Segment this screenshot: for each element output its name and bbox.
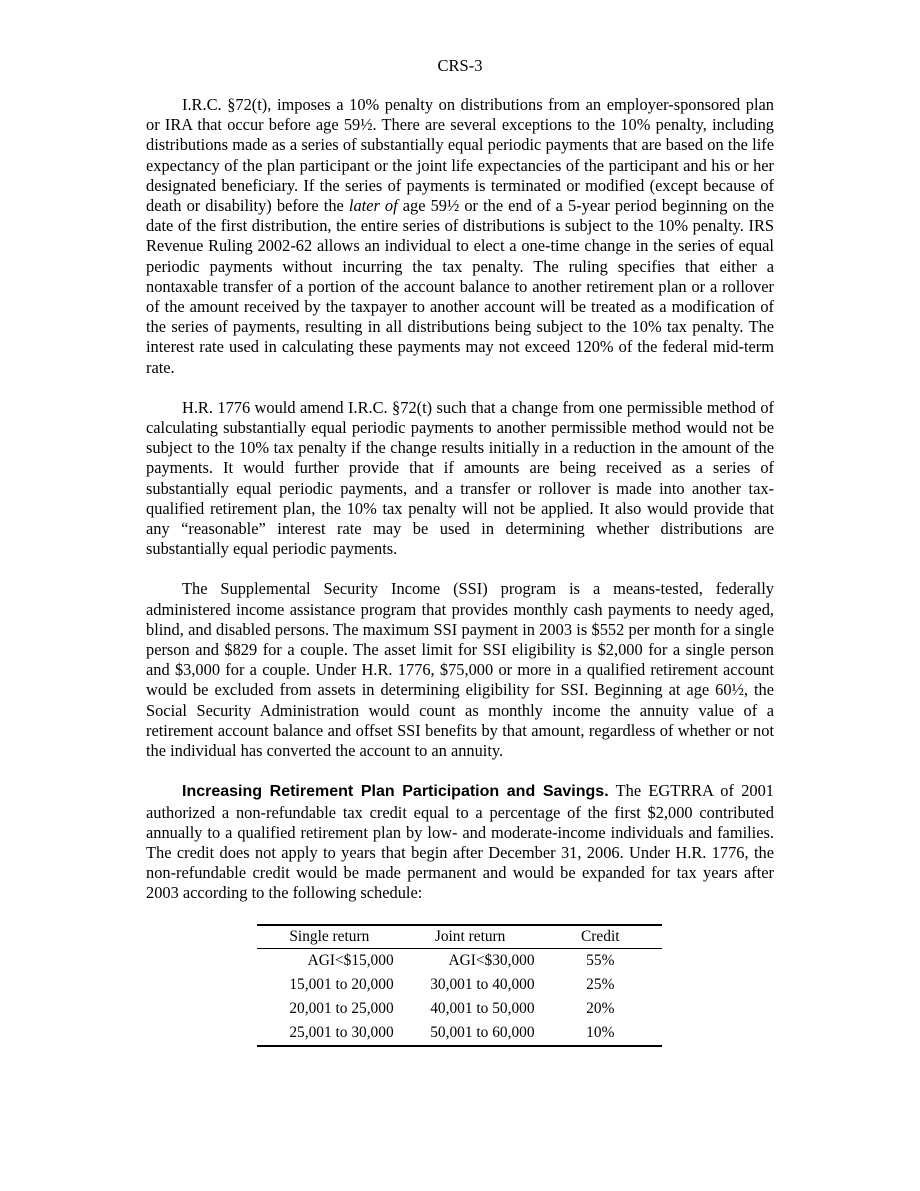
paragraph-retirement-participation [146, 781, 774, 903]
paragraph-72t-text-start: I.R.C. §72(t), imposes a 10% penalty on distributions from an employer-sponsored plan or IRA that occur before age 59½. There are several exceptions to the 10% penalty, including distributions made as a series of substantially equal periodic payments that are based on the life expectancy of the plan participant or the joint life expectancies of the participant and his or her designated beneficiary. If the series of payments is terminated or modified (except because of death or disability) before the [146, 95, 774, 216]
cell-credit: 55% [586, 951, 615, 969]
paragraph-retirement-participation-text: The EGTRRA of 2001 authorized a non-refundable tax credit equal to a percentage of the first $2,000 contributed annually to a qualified retirement plan by low- and moderate-income individuals and families. The credit does not apply to years that begin after December 31, 2006. Under H.R. 1776, the non-refundable credit would be made permanent and would be expanded for tax years after 2003 according to the following schedule: [146, 781, 774, 903]
page-number-header: CRS-3 [437, 56, 483, 75]
cell-joint-return: AGI<$30,000 [448, 951, 535, 969]
table-row [257, 997, 662, 1021]
paragraph-72t-penalty [146, 95, 774, 378]
credit-schedule-table [257, 924, 662, 1047]
paragraph-72t-italic-phrase: later of [348, 196, 398, 216]
paragraph-72t-text-end: age 59½ or the end of a 5-year period beginning on the date of the first distribution, the entire series of distributions is subject to the 10% penalty. IRS Revenue Ruling 2002-62 allows an individual to elect a one-time change in the series of equal periodic payments without incurring the tax penalty. The ruling specifies that either a nontaxable transfer of a portion of the account balance to another retirement plan or a rollover of the amount received by the taxpayer to another account will be treated as a modification of the series of payments, resulting in all distributions being subject to the 10% tax penalty. The interest rate used in calculating these payments may not exceed 120% of the federal mid-term rate. [146, 196, 775, 377]
table-row [257, 1021, 662, 1046]
table-header-row [257, 925, 662, 949]
cell-credit: 10% [586, 1023, 615, 1041]
section-heading-retirement-participation: Increasing Retirement Plan Participation and Savings. [182, 783, 609, 801]
table-row [257, 948, 662, 973]
cell-joint-return: 30,001 to 40,000 [430, 975, 535, 993]
cell-joint-return: 40,001 to 50,000 [430, 999, 535, 1017]
column-header-joint-return: Joint return [402, 925, 539, 949]
cell-credit: 25% [586, 975, 615, 993]
table-row [257, 973, 662, 997]
cell-single-return: 20,001 to 25,000 [289, 999, 394, 1017]
document-body [146, 95, 774, 1047]
cell-joint-return: 50,001 to 60,000 [430, 1023, 535, 1041]
column-header-single-return: Single return [257, 925, 402, 949]
cell-credit: 20% [586, 999, 615, 1017]
cell-single-return: 25,001 to 30,000 [289, 1023, 394, 1041]
cell-single-return: AGI<$15,000 [307, 951, 394, 969]
paragraph-hr1776-amendment: H.R. 1776 would amend I.R.C. §72(t) such that a change from one permissible method of calculating substantially equal periodic payments to another permissible method would not be subject to the 10% tax penalty if the change results initially in a reduction in the amount of the payments. It would further provide that if amounts are being received as a series of substantially equal periodic payments, and a transfer or rollover is made into another tax-qualified retirement plan, the 10% tax penalty will not be applied. It also would provide that any “reasonable” interest rate may be used in determining whether distributions are substantially equal periodic payments. [146, 397, 774, 559]
cell-single-return: 15,001 to 20,000 [289, 975, 394, 993]
paragraph-ssi-program: The Supplemental Security Income (SSI) program is a means-tested, federally administered income assistance program that provides monthly cash payments to needy aged, blind, and disabled persons. The maximum SSI payment in 2003 is $552 per month for a single person and $829 for a couple. The asset limit for SSI eligibility is $2,000 for a single person and $3,000 for a couple. Under H.R. 1776, $75,000 or more in a qualified retirement account would be excluded from assets in determining eligibility for SSI. Beginning at age 60½, the Social Security Administration would count as monthly income the annuity value of a retirement account balance and offset SSI benefits by that amount, regardless of whether or not the individual has converted the account to an annuity. [146, 579, 774, 761]
column-header-credit: Credit [539, 925, 662, 949]
